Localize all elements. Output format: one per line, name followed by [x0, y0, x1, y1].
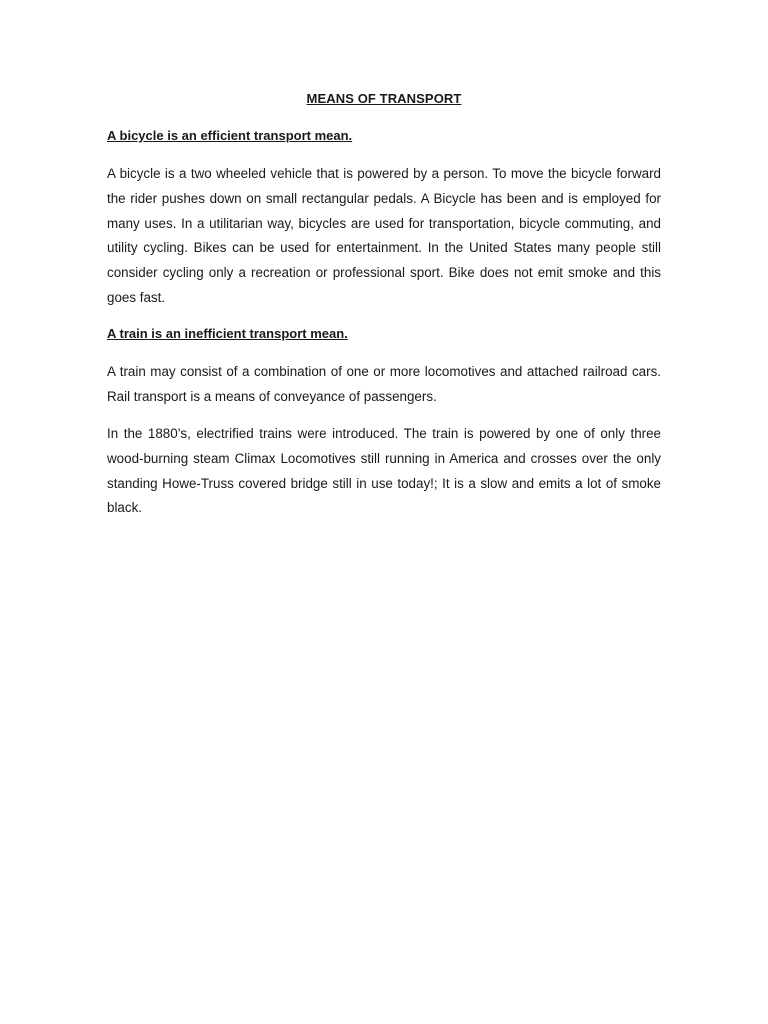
paragraph-train-definition: A train may consist of a combination of one or more locomotives and attached railroad cars. Rail transport is a means of conveyance of passengers. [107, 364, 661, 404]
document-title: MEANS OF TRANSPORT [306, 91, 462, 106]
paragraph-train-history: In the 1880’s, electrified trains were introduced. The train is powered by one of only three wood-burning steam Climax Locomotives still running in America and crosses over the only standing Howe-Truss covered bridge still in use today!; It is a slow and emits a lot of smoke black. [107, 426, 661, 516]
section-heading-bicycle: A bicycle is an efficient transport mean. [107, 128, 353, 143]
paragraph-bicycle: A bicycle is a two wheeled vehicle that is powered by a person. To move the bicycle forward the rider pushes down on small rectangular pedals. A Bicycle has been and is employed for many uses. In a utilitarian way, bicycles are used for transportation, bicycle commuting, and utility cycling. Bikes can be used for entertainment. In the United States many people still consider cycling only a recreation or professional sport. Bike does not emit smoke and this goes fast. [107, 166, 661, 305]
section-heading-train: A train is an inefficient transport mean. [107, 326, 348, 341]
